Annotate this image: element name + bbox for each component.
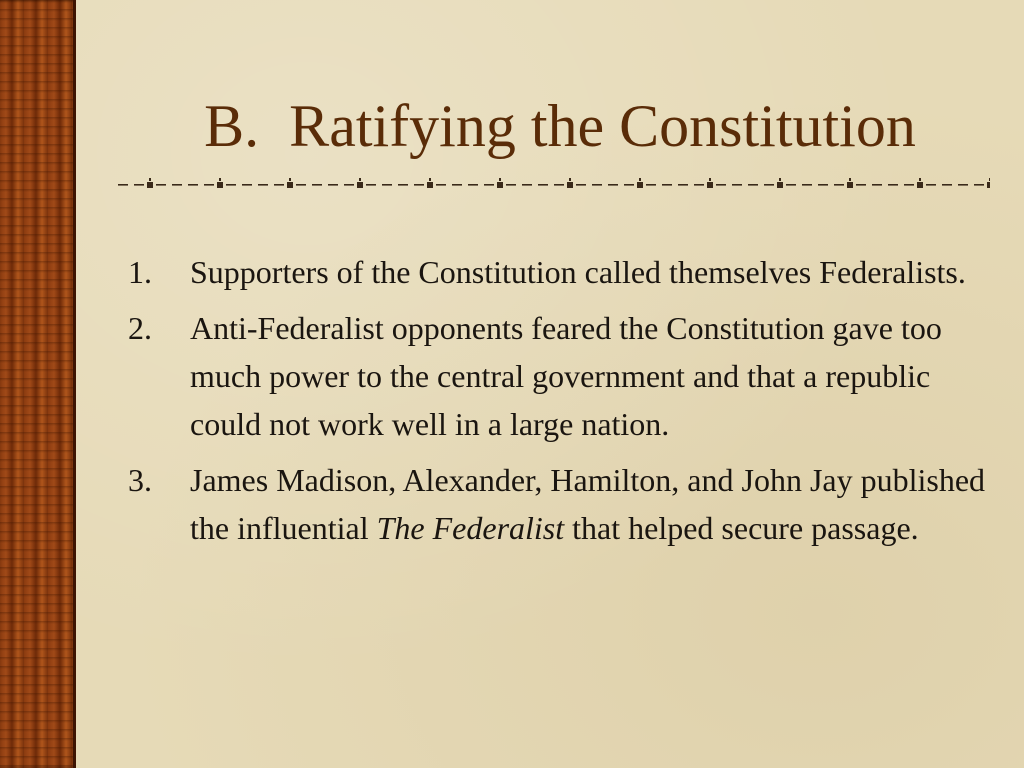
item-text-after: that helped secure passage.	[564, 510, 919, 546]
slide-title: B. Ratifying the Constitution	[204, 93, 916, 159]
item-text	[190, 456, 998, 552]
numbered-list	[128, 248, 998, 560]
list-item	[128, 456, 998, 552]
list-item	[128, 304, 998, 448]
decorative-wood-border	[0, 0, 76, 768]
item-text-before: James Madison, Alexander, Hamilton, and John Jay published the influential	[190, 462, 986, 546]
decorative-divider	[118, 178, 990, 192]
item-text: Anti-Federalist opponents feared the Constitution gave too much power to the central government and that a republic could not work well in a large nation.	[190, 310, 942, 442]
item-number: 1.	[128, 254, 152, 290]
item-text: Supporters of the Constitution called themselves Federalists.	[190, 254, 966, 290]
item-number: 3.	[128, 462, 152, 498]
item-number: 2.	[128, 310, 152, 346]
book-title: The Federalist	[376, 510, 565, 546]
list-item	[128, 248, 998, 296]
